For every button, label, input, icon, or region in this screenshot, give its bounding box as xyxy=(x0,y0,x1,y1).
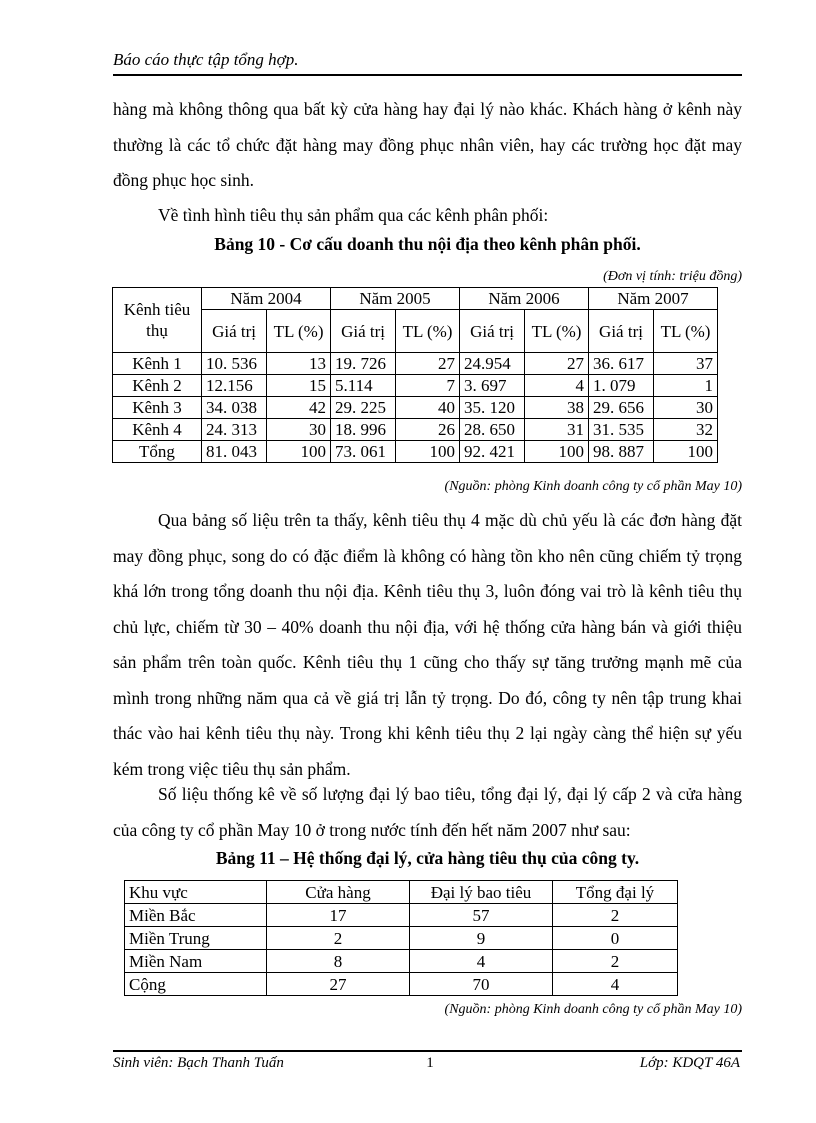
table10-ratio-cell: 1 xyxy=(654,375,718,397)
table10-channel-name: Kênh 4 xyxy=(113,419,202,441)
table10-ratio-cell: 100 xyxy=(396,441,460,463)
table10-channel-name: Kênh 1 xyxy=(113,353,202,375)
table11-region: Cộng xyxy=(125,973,267,996)
table10-value-cell: 28. 650 xyxy=(459,419,524,441)
table10-ratio-cell: 38 xyxy=(525,397,589,419)
footer-page-number: 1 xyxy=(426,1055,434,1071)
table10-value-header: Giá trị xyxy=(330,310,395,353)
table10-value-cell: 98. 887 xyxy=(588,441,653,463)
table10 xyxy=(112,287,718,463)
table10-value-header: Giá trị xyxy=(588,310,653,353)
footer-student: Sinh viên: Bạch Thanh Tuấn xyxy=(113,1055,284,1071)
table11-cell: 2 xyxy=(553,904,678,927)
table10-ratio-cell: 31 xyxy=(525,419,589,441)
table10-year-header: Năm 2006 xyxy=(459,288,588,310)
table10-ratio-cell: 15 xyxy=(267,375,331,397)
paragraph-3: Qua bảng số liệu trên ta thấy, kênh tiêu thụ 4 mặc dù chủ yếu là các đơn hàng đặt may đồng phục, song do có đặc điểm là không có hàng tồn kho nên cũng chiếm tỷ trọng khá lớn trong tổng doanh thu nội địa. Kênh tiêu thụ 3, luôn đóng vai trò là kênh tiêu thụ chủ lực, chiếm từ 30 – 40% doanh thu nội địa, với hệ thống cửa hàng bán và giới thiệu sản phẩm trên toàn quốc. Kênh tiêu thụ 1 cũng cho thấy sự tăng trưởng mạnh mẽ của mình trong những năm qua cả về giá trị lẫn tỷ trọng. Do đó, công ty nên tập trung khai thác vào hai kênh tiêu thụ này. Trong khi kênh tiêu thụ 2 lại ngày càng thể hiện sự yếu kém trong việc tiêu thụ sản phẩm. xyxy=(113,510,742,779)
table11-header: Cửa hàng xyxy=(267,881,410,904)
table10-value-cell: 36. 617 xyxy=(588,353,653,375)
table11-cell: 4 xyxy=(410,950,553,973)
table10-year-header: Năm 2007 xyxy=(588,288,717,310)
table10-ratio-cell: 26 xyxy=(396,419,460,441)
table10-value-header: Giá trị xyxy=(202,310,267,353)
paragraph-2: Về tình hình tiêu thụ sản phẩm qua các kênh phân phối: xyxy=(158,205,549,225)
table10-ratio-cell: 37 xyxy=(654,353,718,375)
table10-ratio-header: TL (%) xyxy=(654,310,718,353)
table10-sub-header-row xyxy=(113,310,718,353)
table11-source: (Nguồn: phòng Kinh doanh công ty cổ phần May 10) xyxy=(444,1002,742,1017)
table10-channel-header: Kênh tiêu thụ xyxy=(113,288,202,353)
table11-cell: 0 xyxy=(553,927,678,950)
table10-ratio-cell: 7 xyxy=(396,375,460,397)
table10-value-cell: 12.156 xyxy=(202,375,267,397)
table10-total-row xyxy=(113,441,718,463)
table10-year-header-row xyxy=(113,288,718,310)
table11-cell: 8 xyxy=(267,950,410,973)
table10-value-cell: 34. 038 xyxy=(202,397,267,419)
table11-cell: 2 xyxy=(553,950,678,973)
paragraph-4: Số liệu thống kê về số lượng đại lý bao tiêu, tổng đại lý, đại lý cấp 2 và cửa hàng của công ty cổ phần May 10 ở trong nước tính đến hết năm 2007 như sau: xyxy=(113,784,742,840)
table11-cell: 2 xyxy=(267,927,410,950)
table11-cell: 57 xyxy=(410,904,553,927)
table10-ratio-cell: 4 xyxy=(525,375,589,397)
table11-cell: 70 xyxy=(410,973,553,996)
table10-value-cell: 1. 079 xyxy=(588,375,653,397)
table11-header: Đại lý bao tiêu xyxy=(410,881,553,904)
table10-value-cell: 24. 313 xyxy=(202,419,267,441)
table10-value-cell: 35. 120 xyxy=(459,397,524,419)
table10-ratio-cell: 27 xyxy=(396,353,460,375)
table10-row xyxy=(113,419,718,441)
table10-ratio-cell: 30 xyxy=(654,397,718,419)
table10-value-cell: 31. 535 xyxy=(588,419,653,441)
table11-header: Tổng đại lý xyxy=(553,881,678,904)
table11-row xyxy=(125,950,678,973)
table10-value-cell: 92. 421 xyxy=(459,441,524,463)
table10-year-header: Năm 2005 xyxy=(330,288,459,310)
table10-unit-note: (Đơn vị tính: triệu đồng) xyxy=(603,269,742,284)
table10-value-cell: 73. 061 xyxy=(330,441,395,463)
running-header: Báo cáo thực tập tổng hợp. xyxy=(113,50,299,69)
table10-value-cell: 18. 996 xyxy=(330,419,395,441)
table10-value-cell: 29. 656 xyxy=(588,397,653,419)
table10-ratio-cell: 100 xyxy=(654,441,718,463)
table11-cell: 9 xyxy=(410,927,553,950)
table10-ratio-cell: 27 xyxy=(525,353,589,375)
table10-value-cell: 29. 225 xyxy=(330,397,395,419)
table10-value-cell: 24.954 xyxy=(459,353,524,375)
table10-channel-name: Kênh 3 xyxy=(113,397,202,419)
table11-region: Miền Trung xyxy=(125,927,267,950)
table10-row xyxy=(113,375,718,397)
table10-year-header: Năm 2004 xyxy=(202,288,331,310)
table11-cell: 4 xyxy=(553,973,678,996)
table11-cell: 27 xyxy=(267,973,410,996)
table10-ratio-cell: 100 xyxy=(267,441,331,463)
table10-value-cell: 10. 536 xyxy=(202,353,267,375)
table10-ratio-header: TL (%) xyxy=(267,310,331,353)
table11-row xyxy=(125,904,678,927)
footer-class: Lớp: KDQT 46A xyxy=(639,1055,740,1071)
table10-channel-name: Tổng xyxy=(113,441,202,463)
table10-value-cell: 81. 043 xyxy=(202,441,267,463)
table11-total-row xyxy=(125,973,678,996)
table10-value-cell: 3. 697 xyxy=(459,375,524,397)
table10-ratio-cell: 42 xyxy=(267,397,331,419)
table11-cell: 17 xyxy=(267,904,410,927)
table11-region: Miền Bắc xyxy=(125,904,267,927)
table10-row xyxy=(113,353,718,375)
table10-value-cell: 5.114 xyxy=(330,375,395,397)
table11-row xyxy=(125,927,678,950)
table10-ratio-header: TL (%) xyxy=(396,310,460,353)
table11-header: Khu vực xyxy=(125,881,267,904)
paragraph-1: hàng mà không thông qua bất kỳ cửa hàng hay đại lý nào khác. Khách hàng ở kênh này thường là các tổ chức đặt hàng may đồng phục nhân viên, hay các trường học đặt may đồng phục học sinh. xyxy=(113,99,742,190)
table10-channel-name: Kênh 2 xyxy=(113,375,202,397)
table11-header-row xyxy=(125,881,678,904)
table10-ratio-cell: 100 xyxy=(525,441,589,463)
table10-value-cell: 19. 726 xyxy=(330,353,395,375)
table10-ratio-cell: 13 xyxy=(267,353,331,375)
table10-source: (Nguồn: phòng Kinh doanh công ty cổ phần May 10) xyxy=(444,479,742,494)
table10-ratio-cell: 30 xyxy=(267,419,331,441)
table11 xyxy=(124,880,678,996)
table10-ratio-cell: 32 xyxy=(654,419,718,441)
header-rule xyxy=(113,74,742,76)
table11-caption: Bảng 11 – Hệ thống đại lý, cửa hàng tiêu thụ của công ty. xyxy=(215,848,640,868)
table10-ratio-cell: 40 xyxy=(396,397,460,419)
table10-caption: Bảng 10 - Cơ cấu doanh thu nội địa theo kênh phân phối. xyxy=(214,234,641,254)
footer-rule xyxy=(113,1050,742,1052)
table10-row xyxy=(113,397,718,419)
table11-region: Miền Nam xyxy=(125,950,267,973)
table10-value-header: Giá trị xyxy=(459,310,524,353)
table10-ratio-header: TL (%) xyxy=(525,310,589,353)
